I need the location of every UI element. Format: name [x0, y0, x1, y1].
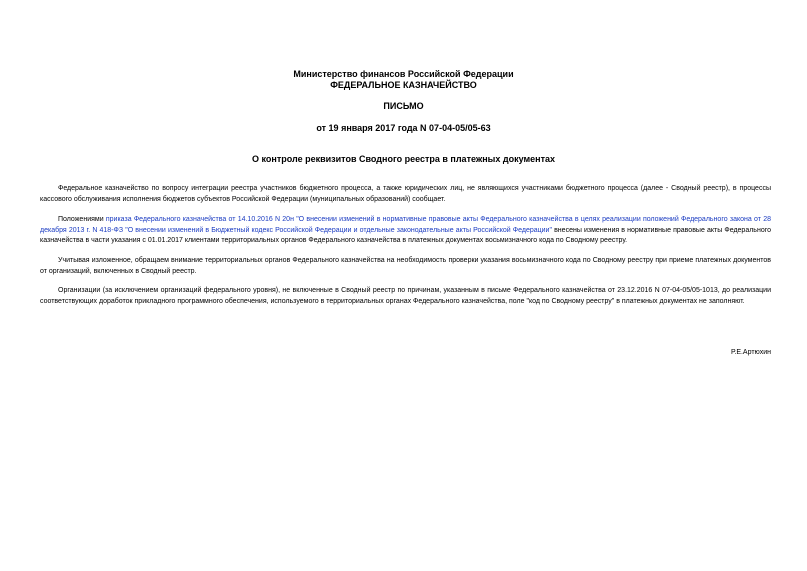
document-type: ПИСЬМО: [383, 101, 424, 111]
signature: Р.Е.Артюхин: [731, 349, 771, 356]
treasury-heading: ФЕДЕРАЛЬНОЕ КАЗНАЧЕЙСТВО: [330, 80, 477, 90]
ministry-heading: Министерство финансов Российской Федерации: [293, 69, 514, 79]
order-link[interactable]: приказа Федерального казначейства от 14.10.2016 N 20н "О внесении изменений в нормативные правовые акты Федерального казначейства в целях реализации положений Федерального закона от 28 декабря 2013 г. N 418-ФЗ "О внесении изменений в Бюджетный кодекс Российской Федерации и отдельные законодательные акты Российской Федерации": [40, 216, 771, 234]
document-date-number: от 19 января 2017 года N 07-04-05/05-63: [316, 123, 491, 133]
paragraph-1: Федеральное казначейство по вопросу интеграции реестра участников бюджетного процесса, а также юридических лиц, не являющихся участниками бюджетного процесса (далее - Сводный реестр), в процессы кассового обслуживания исполнения бюджетов субъектов Российской Федерации (муниципальных образований) сообщает.: [40, 185, 771, 203]
paragraph-2-rest: внесены изменения в нормативные правовые акты Федерального казначейства в части указания с 01.01.2017 клиентами территориальных органов Федерального казначейства в платежных документах восьмизначного кода по Сводному реестру.: [40, 226, 771, 244]
paragraph-3: Учитывая изложенное, обращаем внимание территориальных органов Федерального казначейства на необходимость проверки указания восьмизначного кода по Сводному реестру при приеме платежных документов от организаций, включенных в Сводный реестр.: [40, 257, 771, 275]
paragraph-2-intro: Положениями: [58, 216, 106, 223]
document-subject: О контроле реквизитов Сводного реестра в платежных документах: [252, 154, 555, 164]
paragraph-2: [40, 215, 771, 247]
paragraph-4: Организации (за исключением организаций федерального уровня), не включенные в Сводный реестр по причинам, указанным в письме Федерального казначейства от 23.12.2016 N 07-04-05/05-1013, до реализации соответствующих доработок прикладного программного обеспечения, используемого в территориальных органах Федерального казначейства, поле "код по Сводному реестру" в платежных документах не заполняют.: [40, 287, 771, 305]
